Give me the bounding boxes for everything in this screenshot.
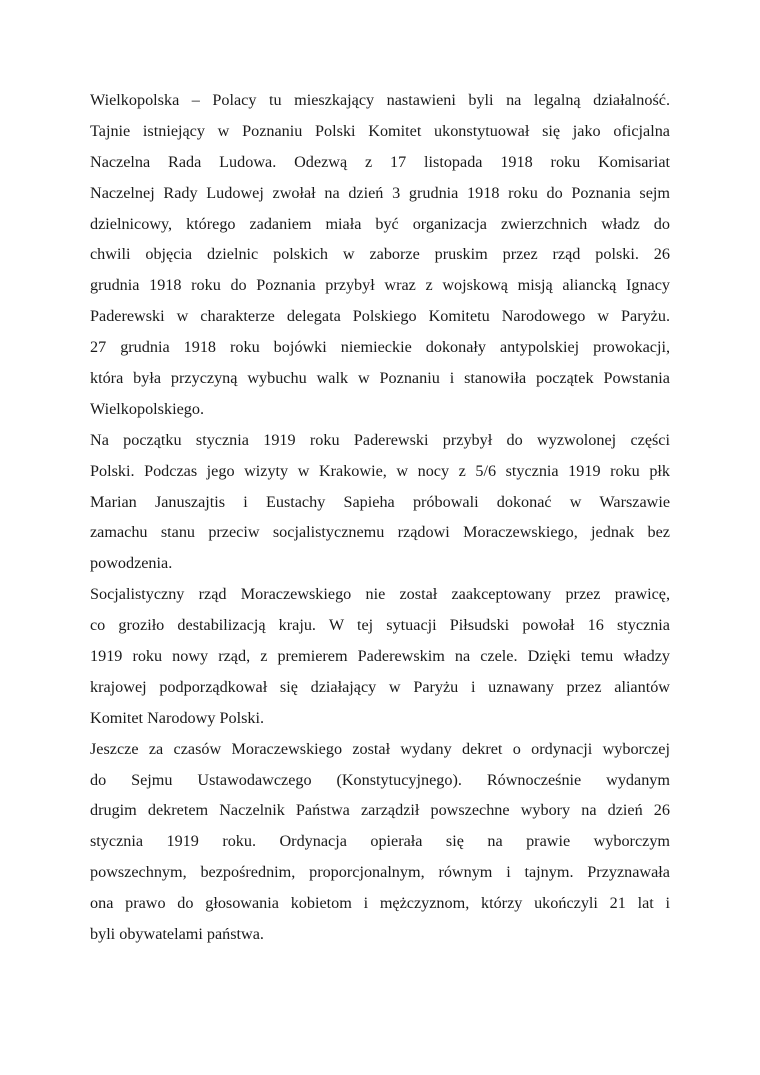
paragraph [90, 425, 670, 579]
text-line: byli obywatelami państwa. [90, 925, 264, 944]
paragraph [90, 734, 670, 950]
text-line: Jeszcze za czasów Moraczewskiego został wydany dekret o ordynacji wyborczej [90, 739, 670, 758]
text-line: Wielkopolskiego. [90, 399, 204, 418]
text-line: Naczelna Rada Ludowa. Odezwą z 17 listopada 1918 roku Komisariat [90, 152, 670, 171]
text-line: powszechnym, bezpośrednim, proporcjonalnym, równym i tajnym. Przyznawała [90, 863, 670, 882]
text-line: Polski. Podczas jego wizyty w Krakowie, w nocy z 5/6 stycznia 1919 roku płk [90, 461, 670, 480]
text-line: 1919 roku nowy rząd, z premierem Paderewskim na czele. Dzięki temu władzy [90, 647, 670, 666]
text-line: Na początku stycznia 1919 roku Paderewski przybył do wyzwolonej części [90, 430, 670, 449]
text-line: dzielnicowy, którego zadaniem miała być organizacja zwierzchnich władz do [90, 214, 670, 233]
text-line: 27 grudnia 1918 roku bojówki niemieckie dokonały antypolskiej prowokacji, [90, 338, 670, 357]
text-line: zamachu stanu przeciw socjalistycznemu rządowi Moraczewskiego, jednak bez [90, 523, 670, 542]
text-line: powodzenia. [90, 554, 173, 573]
text-line: Tajnie istniejący w Poznaniu Polski Komitet ukonstytuował się jako oficjalna [90, 121, 670, 140]
text-line: Socjalistyczny rząd Moraczewskiego nie został zaakceptowany przez prawicę, [90, 585, 670, 604]
text-line: co groziło destabilizacją kraju. W tej sytuacji Piłsudski powołał 16 stycznia [90, 616, 670, 635]
document-page [90, 85, 670, 950]
text-line: Marian Januszajtis i Eustachy Sapieha próbowali dokonać w Warszawie [90, 492, 670, 511]
text-line: Paderewski w charakterze delegata Polskiego Komitetu Narodowego w Paryżu. [90, 307, 670, 326]
paragraph [90, 579, 670, 733]
text-line: ona prawo do głosowania kobietom i mężczyznom, którzy ukończyli 21 lat i [90, 894, 670, 913]
text-line: grudnia 1918 roku do Poznania przybył wraz z wojskową misją aliancką Ignacy [90, 276, 670, 295]
text-line: Naczelnej Rady Ludowej zwołał na dzień 3 grudnia 1918 roku do Poznania sejm [90, 183, 670, 202]
text-line: Wielkopolska – Polacy tu mieszkający nastawieni byli na legalną działalność. [90, 91, 670, 109]
text-line: do Sejmu Ustawodawczego (Konstytucyjnego). Równocześnie wydanym [90, 770, 670, 789]
text-line: Komitet Narodowy Polski. [90, 708, 265, 727]
text-line: która była przyczyną wybuchu walk w Poznaniu i stanowiła początek Powstania [90, 369, 670, 388]
text-line: chwili objęcia dzielnic polskich w zaborze pruskim przez rząd polski. 26 [90, 245, 670, 264]
text-line: stycznia 1919 roku. Ordynacja opierała się na prawie wyborczym [90, 832, 670, 851]
paragraph [90, 85, 670, 425]
text-line: drugim dekretem Naczelnik Państwa zarządził powszechne wybory na dzień 26 [90, 801, 670, 820]
text-line: krajowej podporządkował się działający w Paryżu i uznawany przez aliantów [90, 677, 670, 696]
